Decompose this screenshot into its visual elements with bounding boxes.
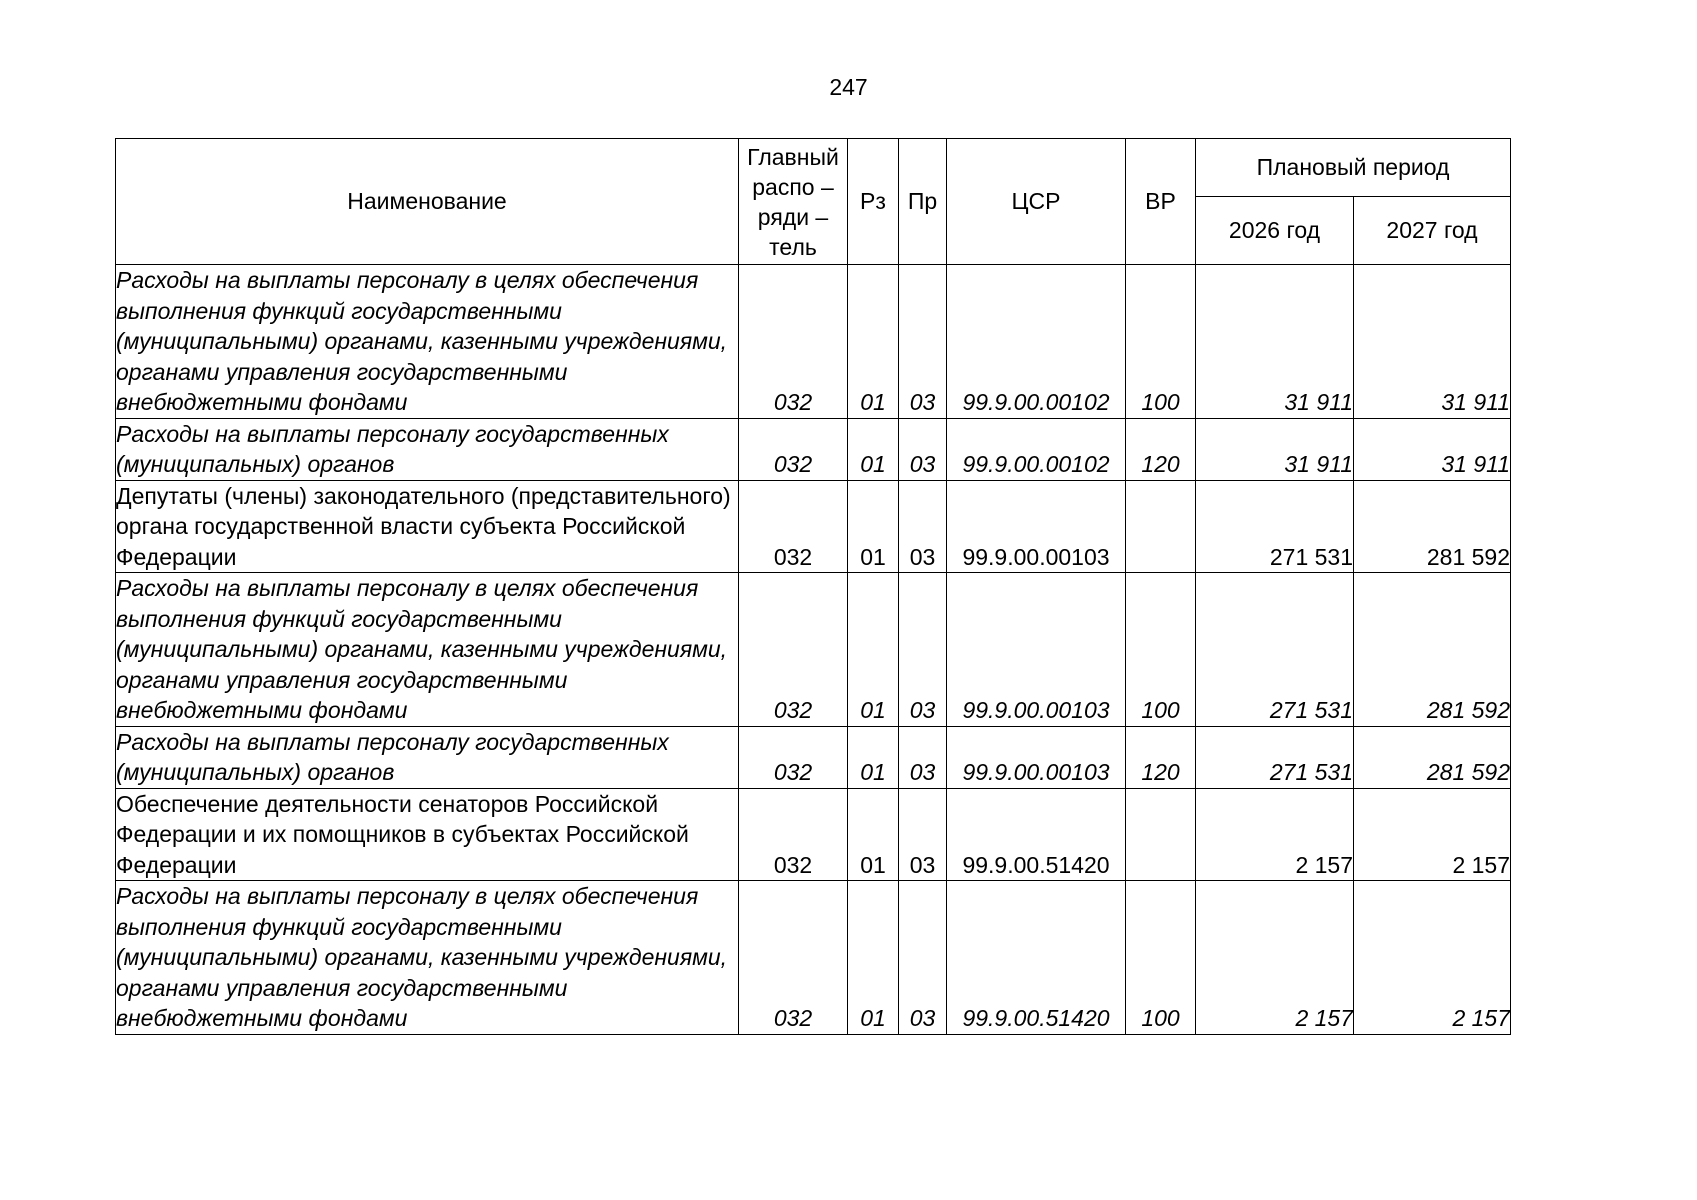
row-csr: 99.9.00.00103 bbox=[947, 480, 1126, 573]
row-amount-2027: 281 592 bbox=[1354, 480, 1511, 573]
row-rz: 01 bbox=[848, 726, 899, 788]
row-pr: 03 bbox=[899, 788, 947, 881]
row-main-manager: 032 bbox=[739, 726, 848, 788]
row-pr: 03 bbox=[899, 573, 947, 727]
header-main-manager: Главный распо – ряди – тель bbox=[739, 139, 848, 265]
row-name: Обеспечение деятельности сенаторов Российской Федерации и их помощников в субъектах Российской Федерации bbox=[116, 788, 739, 881]
row-name: Расходы на выплаты персоналу в целях обеспечения выполнения функций государственными (муниципальными) органами, казенными учреждениями, органами управления государственными внебюджетными фондами bbox=[116, 881, 739, 1035]
row-name: Расходы на выплаты персоналу в целях обеспечения выполнения функций государственными (муниципальными) органами, казенными учреждениями, органами управления государственными внебюджетными фондами bbox=[116, 573, 739, 727]
row-vr bbox=[1126, 480, 1196, 573]
table-body bbox=[116, 265, 1511, 1035]
header-planned-period: Плановый период bbox=[1196, 139, 1511, 197]
header-rz: Рз bbox=[848, 139, 899, 265]
header-year-2027: 2027 год bbox=[1354, 197, 1511, 265]
table-row bbox=[116, 573, 1511, 727]
header-year-2026: 2026 год bbox=[1196, 197, 1354, 265]
row-amount-2027: 2 157 bbox=[1354, 881, 1511, 1035]
row-csr: 99.9.00.00102 bbox=[947, 418, 1126, 480]
row-vr bbox=[1126, 788, 1196, 881]
row-main-manager: 032 bbox=[739, 881, 848, 1035]
row-csr: 99.9.00.51420 bbox=[947, 881, 1126, 1035]
row-amount-2027: 31 911 bbox=[1354, 418, 1511, 480]
row-amount-2027: 2 157 bbox=[1354, 788, 1511, 881]
row-csr: 99.9.00.00102 bbox=[947, 265, 1126, 419]
row-name: Депутаты (члены) законодательного (представительного) органа государственной власти субъекта Российской Федерации bbox=[116, 480, 739, 573]
header-name: Наименование bbox=[116, 139, 739, 265]
row-rz: 01 bbox=[848, 788, 899, 881]
row-main-manager: 032 bbox=[739, 418, 848, 480]
row-name: Расходы на выплаты персоналу государственных (муниципальных) органов bbox=[116, 418, 739, 480]
row-name: Расходы на выплаты персоналу в целях обеспечения выполнения функций государственными (муниципальными) органами, казенными учреждениями, органами управления государственными внебюджетными фондами bbox=[116, 265, 739, 419]
row-csr: 99.9.00.00103 bbox=[947, 573, 1126, 727]
row-name: Расходы на выплаты персоналу государственных (муниципальных) органов bbox=[116, 726, 739, 788]
header-vr: ВР bbox=[1126, 139, 1196, 265]
row-pr: 03 bbox=[899, 726, 947, 788]
row-amount-2026: 31 911 bbox=[1196, 418, 1354, 480]
row-amount-2026: 271 531 bbox=[1196, 480, 1354, 573]
row-amount-2026: 271 531 bbox=[1196, 726, 1354, 788]
row-main-manager: 032 bbox=[739, 265, 848, 419]
header-csr: ЦСР bbox=[947, 139, 1126, 265]
row-pr: 03 bbox=[899, 881, 947, 1035]
budget-table bbox=[115, 138, 1511, 1035]
row-csr: 99.9.00.00103 bbox=[947, 726, 1126, 788]
row-amount-2026: 2 157 bbox=[1196, 881, 1354, 1035]
table-row bbox=[116, 480, 1511, 573]
row-vr: 100 bbox=[1126, 265, 1196, 419]
row-amount-2027: 31 911 bbox=[1354, 265, 1511, 419]
header-pr: Пр bbox=[899, 139, 947, 265]
row-main-manager: 032 bbox=[739, 573, 848, 727]
row-rz: 01 bbox=[848, 881, 899, 1035]
row-rz: 01 bbox=[848, 418, 899, 480]
row-vr: 120 bbox=[1126, 726, 1196, 788]
table-row bbox=[116, 788, 1511, 881]
row-pr: 03 bbox=[899, 480, 947, 573]
row-vr: 120 bbox=[1126, 418, 1196, 480]
table-row bbox=[116, 418, 1511, 480]
row-amount-2026: 2 157 bbox=[1196, 788, 1354, 881]
row-rz: 01 bbox=[848, 480, 899, 573]
row-amount-2026: 271 531 bbox=[1196, 573, 1354, 727]
row-rz: 01 bbox=[848, 265, 899, 419]
page-number: 247 bbox=[829, 74, 868, 100]
row-amount-2027: 281 592 bbox=[1354, 726, 1511, 788]
row-pr: 03 bbox=[899, 265, 947, 419]
row-rz: 01 bbox=[848, 573, 899, 727]
table-row bbox=[116, 265, 1511, 419]
table-row bbox=[116, 881, 1511, 1035]
row-pr: 03 bbox=[899, 418, 947, 480]
row-csr: 99.9.00.51420 bbox=[947, 788, 1126, 881]
row-main-manager: 032 bbox=[739, 480, 848, 573]
row-main-manager: 032 bbox=[739, 788, 848, 881]
row-amount-2027: 281 592 bbox=[1354, 573, 1511, 727]
row-amount-2026: 31 911 bbox=[1196, 265, 1354, 419]
header-row bbox=[116, 139, 1511, 197]
row-vr: 100 bbox=[1126, 573, 1196, 727]
table-row bbox=[116, 726, 1511, 788]
row-vr: 100 bbox=[1126, 881, 1196, 1035]
